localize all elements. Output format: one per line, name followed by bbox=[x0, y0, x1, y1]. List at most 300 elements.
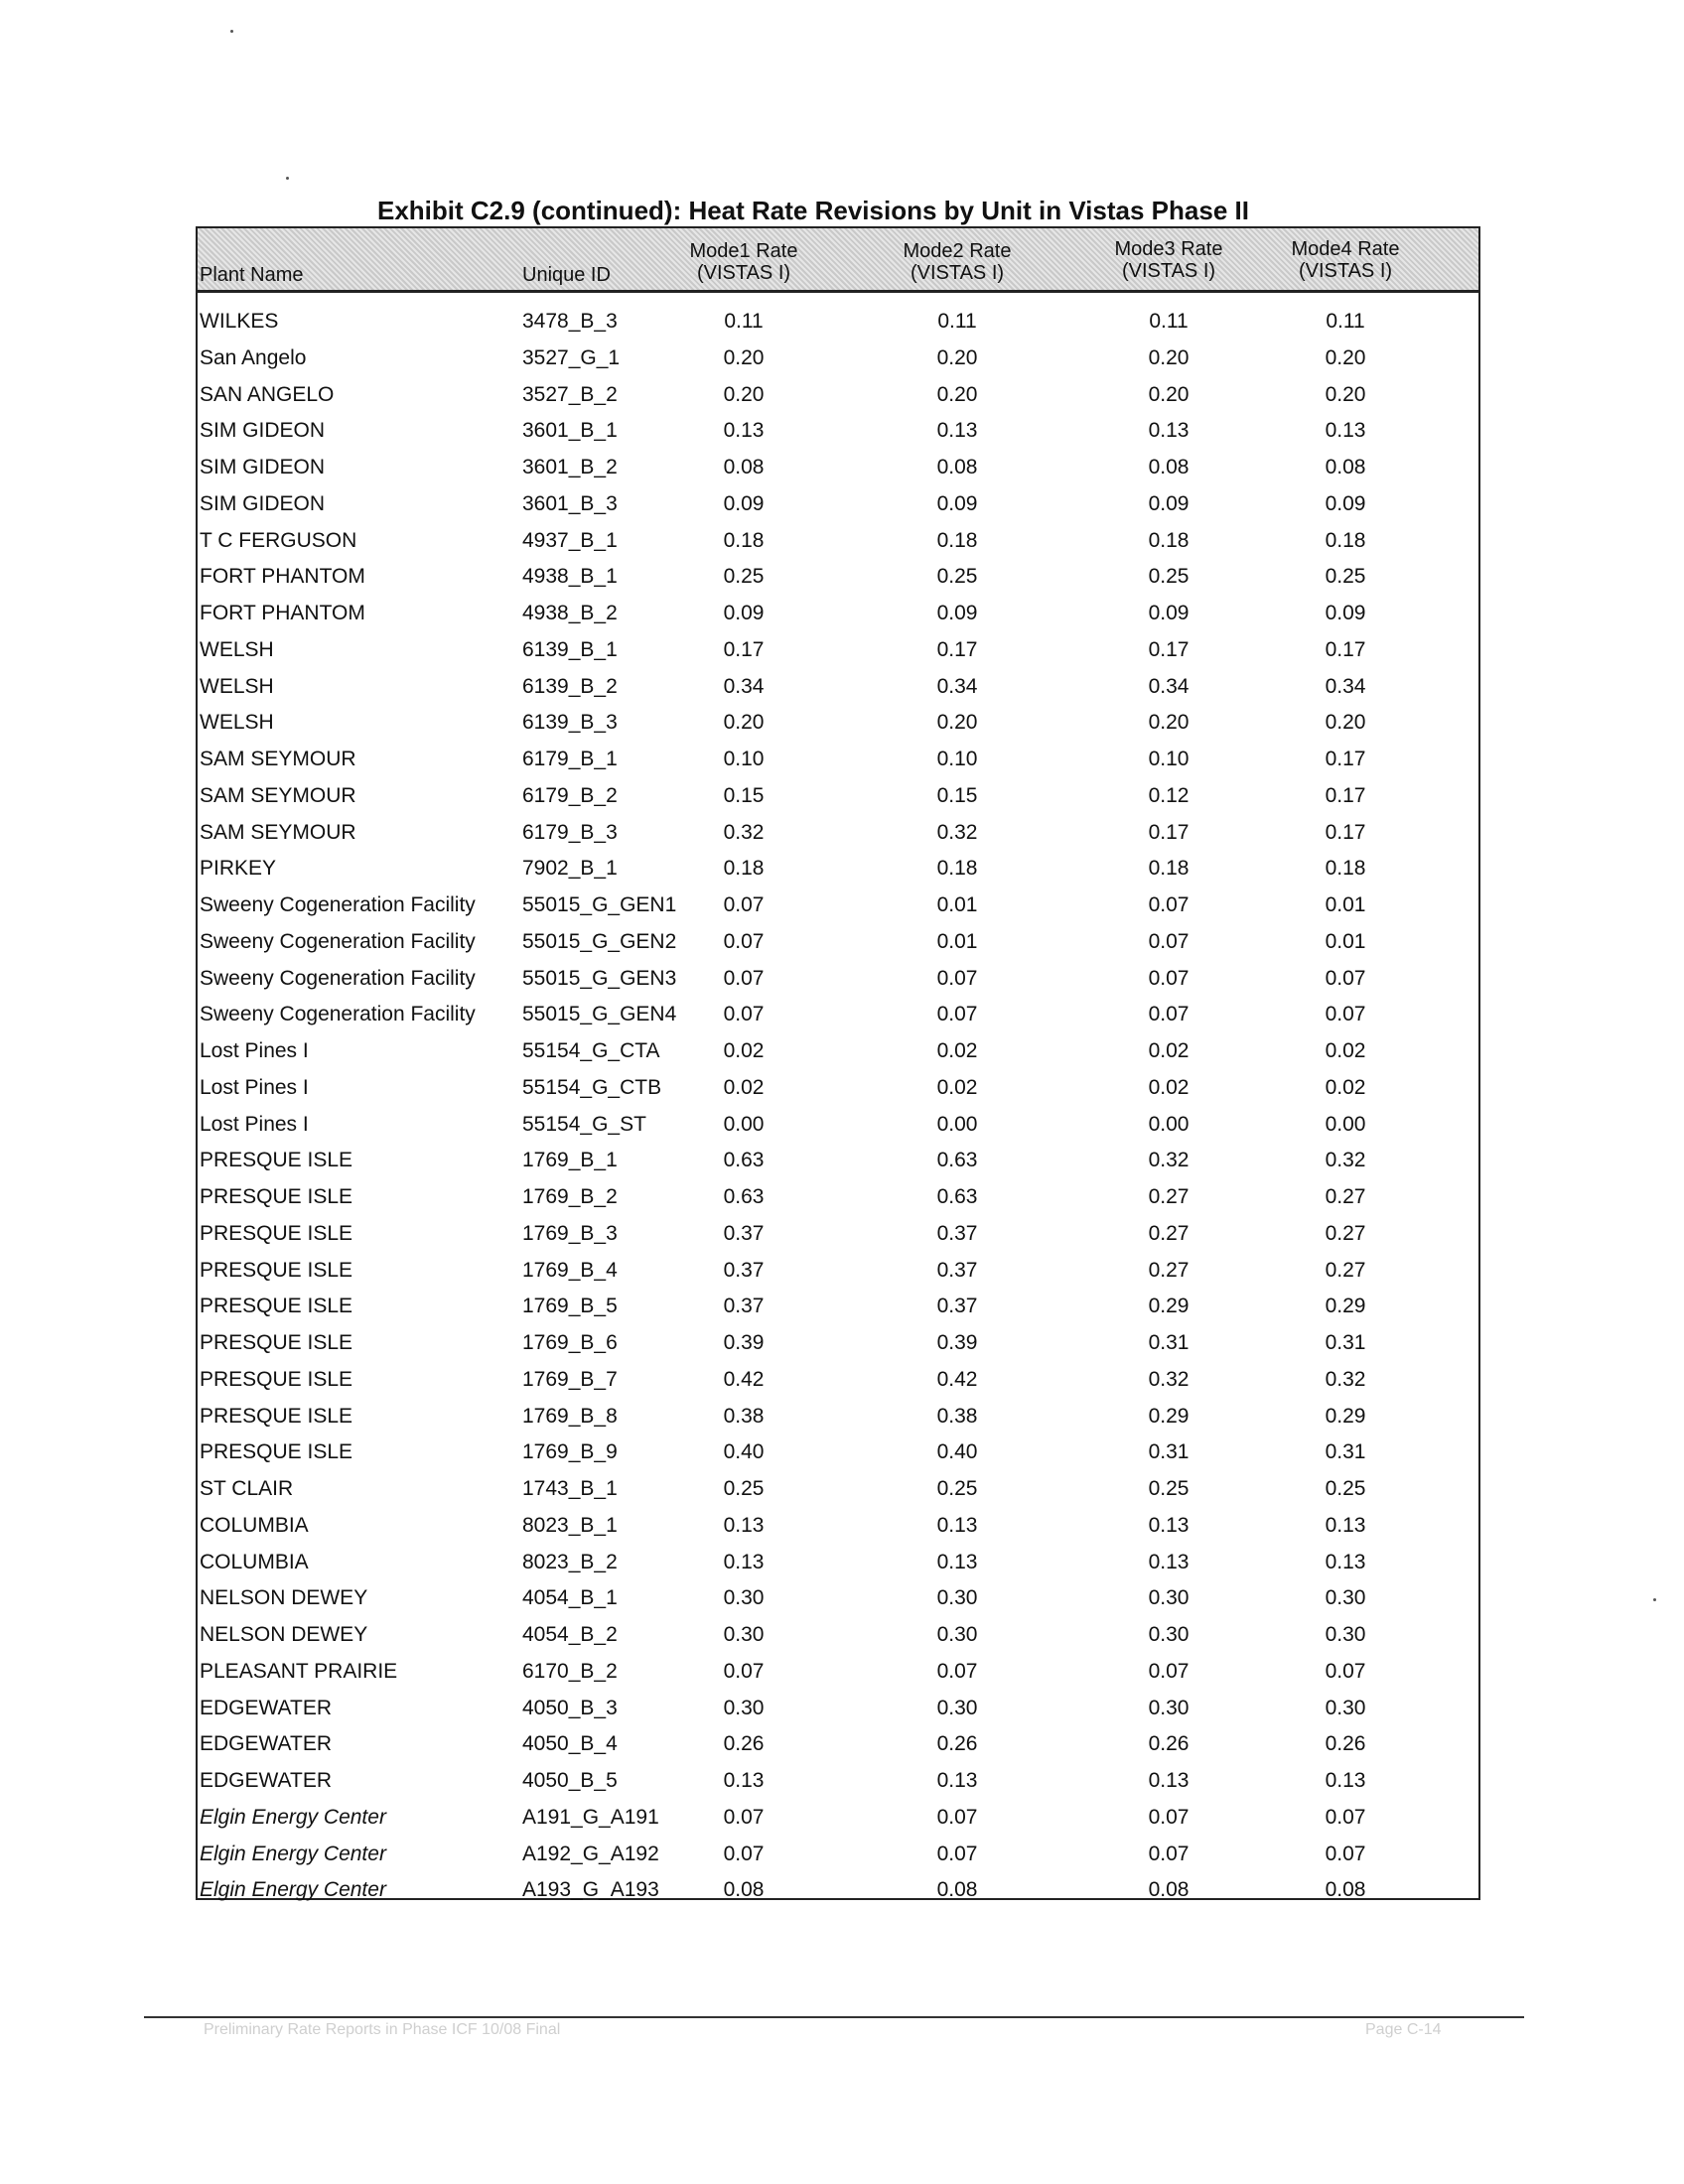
table-row bbox=[198, 1654, 1478, 1691]
table-row bbox=[198, 1726, 1478, 1763]
cell-plant-name: T C FERGUSON bbox=[200, 528, 357, 552]
cell-unique-id: 4054_B_1 bbox=[522, 1586, 618, 1610]
cell-mode2-rate: 0.07 bbox=[936, 1003, 978, 1026]
cell-mode4-rate: 0.01 bbox=[1325, 929, 1366, 953]
cell-unique-id: 1769_B_4 bbox=[522, 1258, 618, 1282]
cell-unique-id: 6139_B_2 bbox=[522, 674, 618, 698]
table-row bbox=[198, 669, 1478, 706]
cell-mode4-rate: 0.29 bbox=[1325, 1295, 1366, 1318]
cell-mode1-rate: 0.07 bbox=[723, 929, 765, 953]
cell-mode2-rate: 0.39 bbox=[936, 1331, 978, 1354]
cell-mode3-rate: 0.11 bbox=[1149, 310, 1189, 333]
cell-mode4-rate: 0.07 bbox=[1325, 966, 1366, 990]
cell-mode3-rate: 0.13 bbox=[1148, 419, 1190, 443]
table-row bbox=[198, 523, 1478, 560]
cell-mode3-rate: 0.31 bbox=[1148, 1331, 1190, 1354]
cell-plant-name: PRESQUE ISLE bbox=[200, 1221, 353, 1245]
cell-unique-id: 55015_G_GEN2 bbox=[522, 929, 677, 953]
cell-mode4-rate: 0.13 bbox=[1325, 1550, 1366, 1573]
header-mode1-line2: (VISTAS I) bbox=[696, 262, 791, 284]
cell-mode3-rate: 0.26 bbox=[1148, 1732, 1190, 1756]
table-row bbox=[198, 1033, 1478, 1070]
cell-unique-id: 1769_B_9 bbox=[522, 1440, 618, 1464]
table-row bbox=[198, 450, 1478, 486]
cell-mode2-rate: 0.10 bbox=[936, 748, 978, 770]
cell-plant-name: SAM SEYMOUR bbox=[200, 748, 356, 770]
cell-mode3-rate: 0.12 bbox=[1148, 783, 1190, 807]
cell-mode4-rate: 0.18 bbox=[1325, 528, 1366, 552]
cell-mode4-rate: 0.30 bbox=[1325, 1696, 1366, 1719]
cell-mode1-rate: 0.00 bbox=[723, 1112, 765, 1136]
cell-mode4-rate: 0.07 bbox=[1325, 1003, 1366, 1026]
cell-mode2-rate: 0.13 bbox=[936, 1513, 978, 1537]
cell-unique-id: 1769_B_3 bbox=[522, 1221, 618, 1245]
cell-unique-id: 1769_B_1 bbox=[522, 1149, 618, 1172]
cell-plant-name: WELSH bbox=[200, 637, 274, 661]
header-mode4-line1: Mode4 Rate bbox=[1291, 238, 1400, 260]
cell-mode1-rate: 0.13 bbox=[723, 1550, 765, 1573]
cell-mode1-rate: 0.17 bbox=[723, 637, 765, 661]
cell-mode4-rate: 0.11 bbox=[1326, 310, 1365, 333]
cell-plant-name: EDGEWATER bbox=[200, 1732, 333, 1756]
scan-speck bbox=[230, 30, 233, 33]
cell-unique-id: 4938_B_2 bbox=[522, 602, 618, 624]
cell-mode2-rate: 0.01 bbox=[936, 929, 978, 953]
cell-mode2-rate: 0.38 bbox=[936, 1404, 978, 1428]
cell-unique-id: 4937_B_1 bbox=[522, 528, 618, 552]
cell-plant-name: SAN ANGELO bbox=[200, 382, 335, 406]
table-row bbox=[198, 1325, 1478, 1362]
cell-unique-id: 55015_G_GEN1 bbox=[522, 893, 677, 916]
cell-mode3-rate: 0.07 bbox=[1148, 1003, 1190, 1026]
cell-unique-id: 3527_B_2 bbox=[522, 382, 618, 406]
cell-mode3-rate: 0.09 bbox=[1148, 491, 1190, 515]
header-mode1-line1: Mode1 Rate bbox=[689, 240, 798, 262]
cell-mode4-rate: 0.17 bbox=[1325, 820, 1366, 844]
cell-unique-id: 6179_B_3 bbox=[522, 820, 618, 844]
cell-unique-id: 55154_G_CTA bbox=[522, 1039, 660, 1062]
cell-mode3-rate: 0.09 bbox=[1148, 602, 1190, 624]
cell-mode3-rate: 0.02 bbox=[1148, 1075, 1190, 1099]
cell-mode3-rate: 0.32 bbox=[1148, 1149, 1190, 1172]
cell-mode2-rate: 0.02 bbox=[936, 1039, 978, 1062]
cell-unique-id: 4050_B_5 bbox=[522, 1769, 618, 1792]
cell-plant-name: PRESQUE ISLE bbox=[200, 1404, 353, 1428]
cell-mode1-rate: 0.32 bbox=[723, 820, 765, 844]
cell-mode3-rate: 0.13 bbox=[1148, 1513, 1190, 1537]
header-mode4-line2: (VISTAS I) bbox=[1298, 260, 1393, 282]
cell-mode4-rate: 0.07 bbox=[1325, 1842, 1366, 1865]
table-row bbox=[198, 1471, 1478, 1508]
cell-plant-name: PIRKEY bbox=[200, 857, 277, 881]
cell-unique-id: 6179_B_2 bbox=[522, 783, 618, 807]
cell-mode2-rate: 0.63 bbox=[936, 1185, 978, 1208]
cell-unique-id: A191_G_A191 bbox=[522, 1805, 659, 1829]
table-row bbox=[198, 1362, 1478, 1399]
header-mode2-line2: (VISTAS I) bbox=[910, 262, 1005, 284]
cell-plant-name: COLUMBIA bbox=[200, 1513, 309, 1537]
cell-mode1-rate: 0.34 bbox=[723, 674, 765, 698]
cell-mode2-rate: 0.63 bbox=[936, 1149, 978, 1172]
cell-plant-name: FORT PHANTOM bbox=[200, 565, 365, 589]
cell-mode1-rate: 0.37 bbox=[723, 1258, 765, 1282]
table-row bbox=[198, 1800, 1478, 1837]
cell-mode4-rate: 0.34 bbox=[1325, 674, 1366, 698]
cell-mode3-rate: 0.13 bbox=[1148, 1769, 1190, 1792]
table-row bbox=[198, 1399, 1478, 1435]
cell-mode2-rate: 0.30 bbox=[936, 1623, 978, 1646]
cell-mode1-rate: 0.07 bbox=[723, 1842, 765, 1865]
cell-mode2-rate: 0.42 bbox=[936, 1367, 978, 1391]
cell-unique-id: 8023_B_2 bbox=[522, 1550, 618, 1573]
header-mode2 bbox=[898, 240, 1017, 284]
cell-plant-name: Elgin Energy Center bbox=[200, 1842, 386, 1865]
table-row bbox=[198, 377, 1478, 414]
footer-left: Preliminary Rate Reports in Phase ICF 10/08 Final bbox=[204, 2021, 561, 2038]
cell-mode4-rate: 0.26 bbox=[1325, 1732, 1366, 1756]
cell-mode4-rate: 0.17 bbox=[1325, 748, 1366, 770]
cell-mode2-rate: 0.20 bbox=[936, 345, 978, 369]
header-mode1 bbox=[684, 240, 803, 284]
cell-mode3-rate: 0.18 bbox=[1148, 857, 1190, 881]
cell-plant-name: PRESQUE ISLE bbox=[200, 1149, 353, 1172]
cell-unique-id: 4050_B_3 bbox=[522, 1696, 618, 1719]
cell-mode2-rate: 0.07 bbox=[936, 966, 978, 990]
cell-mode2-rate: 0.09 bbox=[936, 491, 978, 515]
cell-unique-id: 6179_B_1 bbox=[522, 748, 618, 770]
cell-mode4-rate: 0.13 bbox=[1325, 1513, 1366, 1537]
cell-mode1-rate: 0.09 bbox=[723, 602, 765, 624]
cell-mode4-rate: 0.25 bbox=[1325, 1477, 1366, 1500]
cell-mode3-rate: 0.32 bbox=[1148, 1367, 1190, 1391]
cell-plant-name: PRESQUE ISLE bbox=[200, 1258, 353, 1282]
cell-mode4-rate: 0.02 bbox=[1325, 1075, 1366, 1099]
cell-mode2-rate: 0.01 bbox=[936, 893, 978, 916]
cell-mode1-rate: 0.42 bbox=[723, 1367, 765, 1391]
cell-mode1-rate: 0.63 bbox=[723, 1185, 765, 1208]
table-row bbox=[198, 341, 1478, 377]
cell-plant-name: SIM GIDEON bbox=[200, 491, 326, 515]
table-row bbox=[198, 413, 1478, 450]
cell-mode4-rate: 0.17 bbox=[1325, 637, 1366, 661]
table-row bbox=[198, 961, 1478, 998]
cell-unique-id: 7902_B_1 bbox=[522, 857, 618, 881]
cell-plant-name: PRESQUE ISLE bbox=[200, 1367, 353, 1391]
cell-mode4-rate: 0.01 bbox=[1325, 893, 1366, 916]
cell-unique-id: 8023_B_1 bbox=[522, 1513, 618, 1537]
cell-plant-name: EDGEWATER bbox=[200, 1769, 333, 1792]
cell-plant-name: WELSH bbox=[200, 711, 274, 735]
cell-plant-name: FORT PHANTOM bbox=[200, 602, 365, 624]
cell-mode1-rate: 0.13 bbox=[723, 1513, 765, 1537]
cell-mode2-rate: 0.18 bbox=[936, 857, 978, 881]
cell-mode2-rate: 0.32 bbox=[936, 820, 978, 844]
cell-mode4-rate: 0.31 bbox=[1325, 1440, 1366, 1464]
cell-mode1-rate: 0.07 bbox=[723, 893, 765, 916]
cell-mode3-rate: 0.25 bbox=[1148, 565, 1190, 589]
cell-mode4-rate: 0.27 bbox=[1325, 1221, 1366, 1245]
table-row bbox=[198, 1216, 1478, 1253]
table-row bbox=[198, 596, 1478, 632]
cell-mode1-rate: 0.07 bbox=[723, 1003, 765, 1026]
cell-unique-id: 1769_B_8 bbox=[522, 1404, 618, 1428]
cell-mode3-rate: 0.08 bbox=[1148, 456, 1190, 478]
cell-mode3-rate: 0.27 bbox=[1148, 1258, 1190, 1282]
cell-mode3-rate: 0.17 bbox=[1148, 820, 1190, 844]
cell-plant-name: Lost Pines I bbox=[200, 1112, 309, 1136]
table-row bbox=[198, 924, 1478, 961]
cell-mode2-rate: 0.20 bbox=[936, 711, 978, 735]
cell-unique-id: 3527_G_1 bbox=[522, 345, 621, 369]
cell-plant-name: ST CLAIR bbox=[200, 1477, 294, 1500]
cell-mode1-rate: 0.26 bbox=[723, 1732, 765, 1756]
cell-mode3-rate: 0.07 bbox=[1148, 929, 1190, 953]
cell-mode1-rate: 0.09 bbox=[723, 491, 765, 515]
header-mode3 bbox=[1109, 238, 1228, 282]
cell-mode2-rate: 0.08 bbox=[936, 456, 978, 478]
cell-mode4-rate: 0.32 bbox=[1325, 1149, 1366, 1172]
cell-mode2-rate: 0.17 bbox=[936, 637, 978, 661]
cell-mode3-rate: 0.20 bbox=[1148, 711, 1190, 735]
header-plant-name: Plant Name bbox=[200, 264, 304, 286]
cell-unique-id: 3601_B_3 bbox=[522, 491, 618, 515]
cell-plant-name: SIM GIDEON bbox=[200, 419, 326, 443]
cell-mode3-rate: 0.20 bbox=[1148, 382, 1190, 406]
cell-mode1-rate: 0.13 bbox=[723, 1769, 765, 1792]
cell-plant-name: Lost Pines I bbox=[200, 1039, 309, 1062]
table-row bbox=[198, 632, 1478, 669]
cell-mode4-rate: 0.27 bbox=[1325, 1258, 1366, 1282]
cell-mode4-rate: 0.07 bbox=[1325, 1659, 1366, 1683]
cell-mode2-rate: 0.13 bbox=[936, 419, 978, 443]
table-row bbox=[198, 705, 1478, 742]
footer-rule bbox=[144, 2016, 1524, 2018]
cell-plant-name: SIM GIDEON bbox=[200, 456, 326, 478]
cell-mode1-rate: 0.07 bbox=[723, 966, 765, 990]
cell-mode2-rate: 0.25 bbox=[936, 1477, 978, 1500]
table-row bbox=[198, 1763, 1478, 1800]
cell-mode3-rate: 0.31 bbox=[1148, 1440, 1190, 1464]
cell-plant-name: Elgin Energy Center bbox=[200, 1805, 386, 1829]
table-row bbox=[198, 815, 1478, 852]
cell-unique-id: 6139_B_1 bbox=[522, 637, 618, 661]
cell-mode1-rate: 0.30 bbox=[723, 1696, 765, 1719]
table-row bbox=[198, 742, 1478, 778]
cell-mode3-rate: 0.02 bbox=[1148, 1039, 1190, 1062]
header-mode4 bbox=[1286, 238, 1405, 282]
cell-mode3-rate: 0.07 bbox=[1148, 1805, 1190, 1829]
cell-unique-id: 1769_B_6 bbox=[522, 1331, 618, 1354]
cell-plant-name: PRESQUE ISLE bbox=[200, 1440, 353, 1464]
cell-mode1-rate: 0.08 bbox=[723, 456, 765, 478]
cell-mode2-rate: 0.37 bbox=[936, 1295, 978, 1318]
cell-mode2-rate: 0.13 bbox=[936, 1550, 978, 1573]
cell-plant-name: SAM SEYMOUR bbox=[200, 783, 356, 807]
cell-mode4-rate: 0.25 bbox=[1325, 565, 1366, 589]
cell-unique-id: 55154_G_ST bbox=[522, 1112, 646, 1136]
cell-unique-id: 3601_B_2 bbox=[522, 456, 618, 478]
cell-mode2-rate: 0.11 bbox=[937, 310, 977, 333]
cell-mode4-rate: 0.27 bbox=[1325, 1185, 1366, 1208]
cell-mode2-rate: 0.13 bbox=[936, 1769, 978, 1792]
heat-rate-table bbox=[196, 226, 1480, 1900]
cell-mode3-rate: 0.07 bbox=[1148, 1659, 1190, 1683]
cell-mode3-rate: 0.25 bbox=[1148, 1477, 1190, 1500]
cell-unique-id: 6139_B_3 bbox=[522, 711, 618, 735]
cell-mode3-rate: 0.30 bbox=[1148, 1623, 1190, 1646]
table-row bbox=[198, 1070, 1478, 1107]
cell-mode2-rate: 0.15 bbox=[936, 783, 978, 807]
cell-unique-id: 1769_B_7 bbox=[522, 1367, 618, 1391]
table-row bbox=[198, 1253, 1478, 1290]
cell-mode2-rate: 0.07 bbox=[936, 1805, 978, 1829]
cell-unique-id: A193_G_A193 bbox=[522, 1878, 659, 1902]
cell-mode4-rate: 0.02 bbox=[1325, 1039, 1366, 1062]
cell-mode2-rate: 0.00 bbox=[936, 1112, 978, 1136]
table-header bbox=[198, 228, 1478, 293]
cell-mode3-rate: 0.29 bbox=[1148, 1404, 1190, 1428]
cell-mode2-rate: 0.25 bbox=[936, 565, 978, 589]
cell-plant-name: San Angelo bbox=[200, 345, 307, 369]
cell-unique-id: 3478_B_3 bbox=[522, 310, 618, 333]
cell-mode3-rate: 0.13 bbox=[1148, 1550, 1190, 1573]
cell-mode4-rate: 0.07 bbox=[1325, 1805, 1366, 1829]
table-row bbox=[198, 851, 1478, 887]
cell-mode4-rate: 0.13 bbox=[1325, 1769, 1366, 1792]
footer-page-number: Page C-14 bbox=[1365, 2021, 1442, 2038]
scan-speck bbox=[1653, 1598, 1656, 1601]
cell-mode3-rate: 0.27 bbox=[1148, 1221, 1190, 1245]
cell-mode1-rate: 0.02 bbox=[723, 1039, 765, 1062]
table-row bbox=[198, 1837, 1478, 1873]
cell-mode4-rate: 0.13 bbox=[1325, 419, 1366, 443]
cell-mode3-rate: 0.17 bbox=[1148, 637, 1190, 661]
cell-plant-name: Lost Pines I bbox=[200, 1075, 309, 1099]
cell-mode2-rate: 0.26 bbox=[936, 1732, 978, 1756]
cell-mode1-rate: 0.08 bbox=[723, 1878, 765, 1902]
cell-mode4-rate: 0.00 bbox=[1325, 1112, 1366, 1136]
cell-mode2-rate: 0.40 bbox=[936, 1440, 978, 1464]
cell-plant-name: COLUMBIA bbox=[200, 1550, 309, 1573]
cell-mode2-rate: 0.08 bbox=[936, 1878, 978, 1902]
cell-mode3-rate: 0.07 bbox=[1148, 893, 1190, 916]
table-row bbox=[198, 486, 1478, 523]
cell-mode1-rate: 0.07 bbox=[723, 1659, 765, 1683]
cell-mode2-rate: 0.37 bbox=[936, 1221, 978, 1245]
cell-mode4-rate: 0.30 bbox=[1325, 1586, 1366, 1610]
table-row bbox=[198, 1107, 1478, 1144]
cell-mode4-rate: 0.29 bbox=[1325, 1404, 1366, 1428]
cell-mode2-rate: 0.37 bbox=[936, 1258, 978, 1282]
cell-unique-id: 6170_B_2 bbox=[522, 1659, 618, 1683]
header-mode2-line1: Mode2 Rate bbox=[903, 240, 1012, 262]
cell-mode1-rate: 0.25 bbox=[723, 565, 765, 589]
cell-plant-name: EDGEWATER bbox=[200, 1696, 333, 1719]
cell-mode1-rate: 0.38 bbox=[723, 1404, 765, 1428]
cell-mode4-rate: 0.08 bbox=[1325, 456, 1366, 478]
table-row bbox=[198, 778, 1478, 815]
cell-plant-name: SAM SEYMOUR bbox=[200, 820, 356, 844]
cell-mode4-rate: 0.20 bbox=[1325, 382, 1366, 406]
cell-unique-id: 4050_B_4 bbox=[522, 1732, 618, 1756]
cell-mode3-rate: 0.18 bbox=[1148, 528, 1190, 552]
cell-mode4-rate: 0.20 bbox=[1325, 711, 1366, 735]
cell-mode3-rate: 0.00 bbox=[1148, 1112, 1190, 1136]
cell-mode3-rate: 0.20 bbox=[1148, 345, 1190, 369]
cell-mode2-rate: 0.09 bbox=[936, 602, 978, 624]
exhibit-title: Exhibit C2.9 (continued): Heat Rate Revisions by Unit in Vistas Phase II bbox=[377, 196, 1249, 225]
cell-mode1-rate: 0.10 bbox=[723, 748, 765, 770]
cell-mode3-rate: 0.10 bbox=[1148, 748, 1190, 770]
cell-mode1-rate: 0.25 bbox=[723, 1477, 765, 1500]
table-row bbox=[198, 1691, 1478, 1727]
cell-plant-name: Sweeny Cogeneration Facility bbox=[200, 1003, 476, 1026]
table-row bbox=[198, 1617, 1478, 1654]
cell-mode1-rate: 0.39 bbox=[723, 1331, 765, 1354]
header-unique-id: Unique ID bbox=[522, 264, 611, 286]
cell-mode4-rate: 0.32 bbox=[1325, 1367, 1366, 1391]
cell-plant-name: PRESQUE ISLE bbox=[200, 1295, 353, 1318]
header-mode3-line1: Mode3 Rate bbox=[1114, 238, 1223, 260]
table-row bbox=[198, 1179, 1478, 1216]
cell-plant-name: PRESQUE ISLE bbox=[200, 1185, 353, 1208]
cell-mode3-rate: 0.34 bbox=[1148, 674, 1190, 698]
cell-mode1-rate: 0.30 bbox=[723, 1623, 765, 1646]
cell-mode1-rate: 0.18 bbox=[723, 857, 765, 881]
header-mode3-line2: (VISTAS I) bbox=[1121, 260, 1216, 282]
cell-mode2-rate: 0.20 bbox=[936, 382, 978, 406]
cell-mode1-rate: 0.11 bbox=[724, 310, 764, 333]
cell-mode3-rate: 0.29 bbox=[1148, 1295, 1190, 1318]
cell-unique-id: 55015_G_GEN3 bbox=[522, 966, 677, 990]
cell-mode1-rate: 0.20 bbox=[723, 711, 765, 735]
cell-mode1-rate: 0.20 bbox=[723, 382, 765, 406]
cell-mode1-rate: 0.37 bbox=[723, 1295, 765, 1318]
cell-unique-id: 55154_G_CTB bbox=[522, 1075, 662, 1099]
cell-unique-id: 1769_B_5 bbox=[522, 1295, 618, 1318]
table-row bbox=[198, 1580, 1478, 1617]
cell-plant-name: Sweeny Cogeneration Facility bbox=[200, 893, 476, 916]
cell-mode4-rate: 0.09 bbox=[1325, 491, 1366, 515]
cell-mode2-rate: 0.30 bbox=[936, 1696, 978, 1719]
cell-plant-name: NELSON DEWEY bbox=[200, 1586, 368, 1610]
cell-mode4-rate: 0.17 bbox=[1325, 783, 1366, 807]
table-row bbox=[198, 1545, 1478, 1581]
table-row bbox=[198, 1434, 1478, 1471]
cell-mode1-rate: 0.63 bbox=[723, 1149, 765, 1172]
cell-unique-id: A192_G_A192 bbox=[522, 1842, 659, 1865]
cell-unique-id: 1769_B_2 bbox=[522, 1185, 618, 1208]
cell-plant-name: WILKES bbox=[200, 310, 279, 333]
cell-mode2-rate: 0.30 bbox=[936, 1586, 978, 1610]
cell-mode2-rate: 0.34 bbox=[936, 674, 978, 698]
cell-plant-name: Sweeny Cogeneration Facility bbox=[200, 929, 476, 953]
table-row bbox=[198, 304, 1478, 341]
cell-mode3-rate: 0.08 bbox=[1148, 1878, 1190, 1902]
table-row bbox=[198, 1872, 1478, 1909]
cell-mode2-rate: 0.18 bbox=[936, 528, 978, 552]
cell-mode1-rate: 0.02 bbox=[723, 1075, 765, 1099]
cell-unique-id: 1743_B_1 bbox=[522, 1477, 618, 1500]
cell-mode4-rate: 0.30 bbox=[1325, 1623, 1366, 1646]
cell-mode4-rate: 0.08 bbox=[1325, 1878, 1366, 1902]
cell-plant-name: PRESQUE ISLE bbox=[200, 1331, 353, 1354]
table-row bbox=[198, 1143, 1478, 1179]
cell-mode1-rate: 0.15 bbox=[723, 783, 765, 807]
table-row bbox=[198, 887, 1478, 924]
table-row bbox=[198, 997, 1478, 1033]
cell-unique-id: 4938_B_1 bbox=[522, 565, 618, 589]
